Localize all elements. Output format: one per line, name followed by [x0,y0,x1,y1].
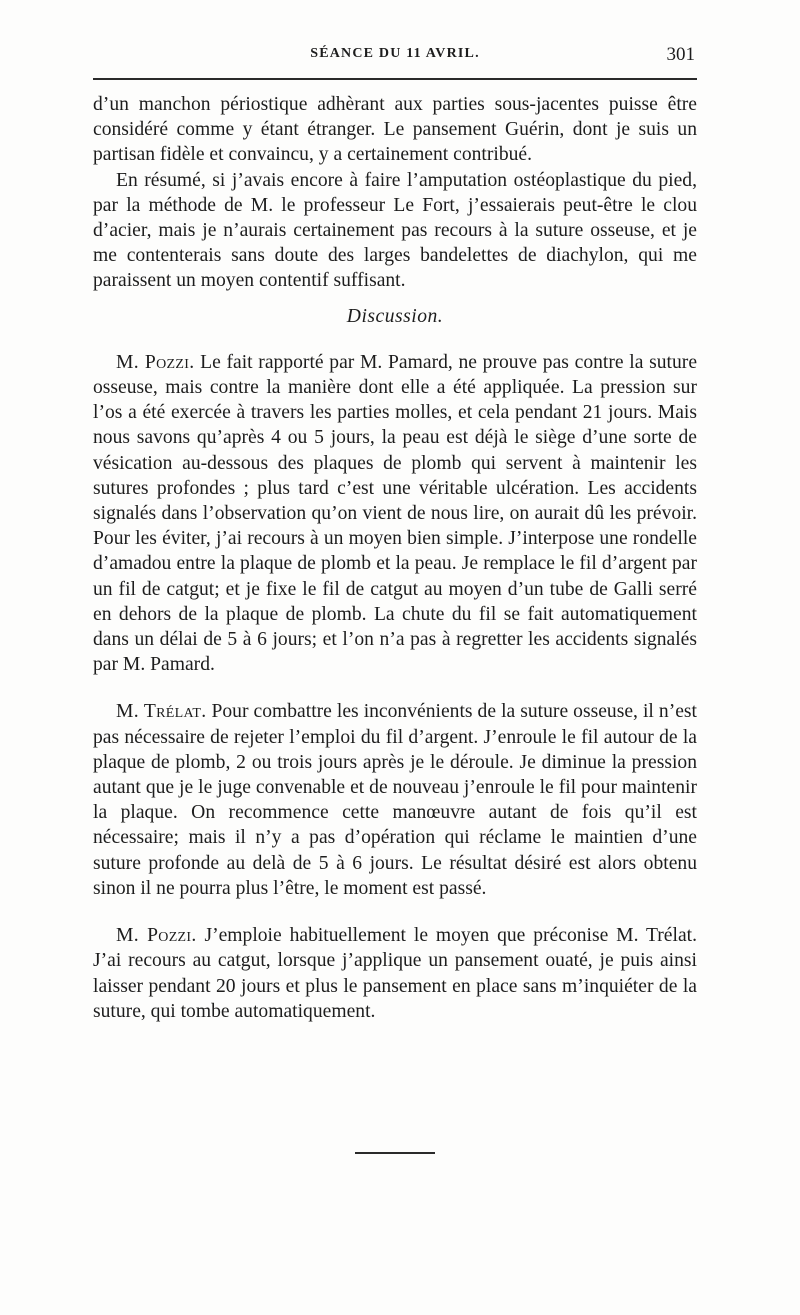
running-head: SÉANCE DU 11 AVRIL. [310,46,480,61]
speaker-name: M. Trélat. [116,701,207,723]
discussion-entry-pozzi-1 [93,350,697,678]
speech-text: J’emploie habituellement le moyen que préconise M. Trélat. J’ai recours au catgut, lorsque j’applique un pansement ouaté, je puis ainsi laisser pendant 20 jours et plus le pansement en place sans m’inquiéter de la suture, qui tombe automatiquement. [93,925,697,1022]
section-heading: Discussion. [346,305,444,327]
paragraph-continuation: d’un manchon périostique adhèrant aux parties sous-jacentes puisse être considéré comme y étant étranger. Le pansement Guérin, dont je suis un partisan fidèle et convaincu, y a certainement contribué. [93,94,697,166]
speaker-name: M. Pozzi. [116,351,195,373]
page-body [93,92,697,1024]
discussion-entry-pozzi-2 [93,923,697,1024]
speech-text: Le fait rapporté par M. Pamard, ne prouve pas contre la suture osseuse, mais contre la manière dont elle a été appliquée. La pression sur l’os a été exercée à travers les parties molles, et cela pendant 21 jours. Mais nous savons qu’après 4 ou 5 jours, la peau est déjà le siège d’une sorte de vésication au-dessous des plaques de plomb qui servent à maintenir les sutures profondes ; plus tard c’est une véritable ulcération. Les accidents signalés dans l’observation qu’on vient de nous lire, on aurait dû les prévoir. Pour les éviter, j’ai recours à un moyen bien simple. J’interpose une rondelle d’amadou entre la plaque de plomb et la peau. Je remplace le fil d’argent par un fil de catgut; et je fixe le fil de catgut au moyen d’un tube de Galli serré en dehors de la plaque de plomb. La chute du fil se fait automatiquement dans un délai de 5 à 6 jours; et l’on n’a pas à regretter les accidents signalés par M. Pamard. [93,351,698,676]
discussion-entry-trelat [93,699,697,901]
header-rule [93,78,697,80]
speech-text: Pour combattre les inconvénients de la suture osseuse, il n’est pas nécessaire de rejeter l’emploi du fil d’argent. J’enroule le fil autour de la plaque de plomb, 2 ou trois jours après je le déroule. Je diminue la pression autant que je le juge convenable et de nouveau j’enroule le fil pour maintenir la plaque. On recommence cette manœuvre autant de fois qu’il est nécessaire; mais il n’y a pas d’opération qui réclame le maintien d’une suture profonde au delà de 5 à 6 jours. Le résultat désiré est alors obtenu sinon il ne pourra plus l’être, le moment est passé. [93,701,697,899]
paragraph-summary: En résumé, si j’avais encore à faire l’amputation ostéoplastique du pied, par la méthode de M. le professeur Le Fort, j’essaierais peut-être le clou d’acier, mais je n’aurais certainement pas recours à la suture osseuse, et je me contenterais sans doute des larges bandelettes de diachylon, qui me paraissent un moyen contentif suffisant. [93,169,697,292]
closing-rule [355,1152,435,1154]
page-number: 301 [666,44,695,65]
page-header [93,44,697,72]
speaker-name: M. Pozzi. [116,925,197,947]
